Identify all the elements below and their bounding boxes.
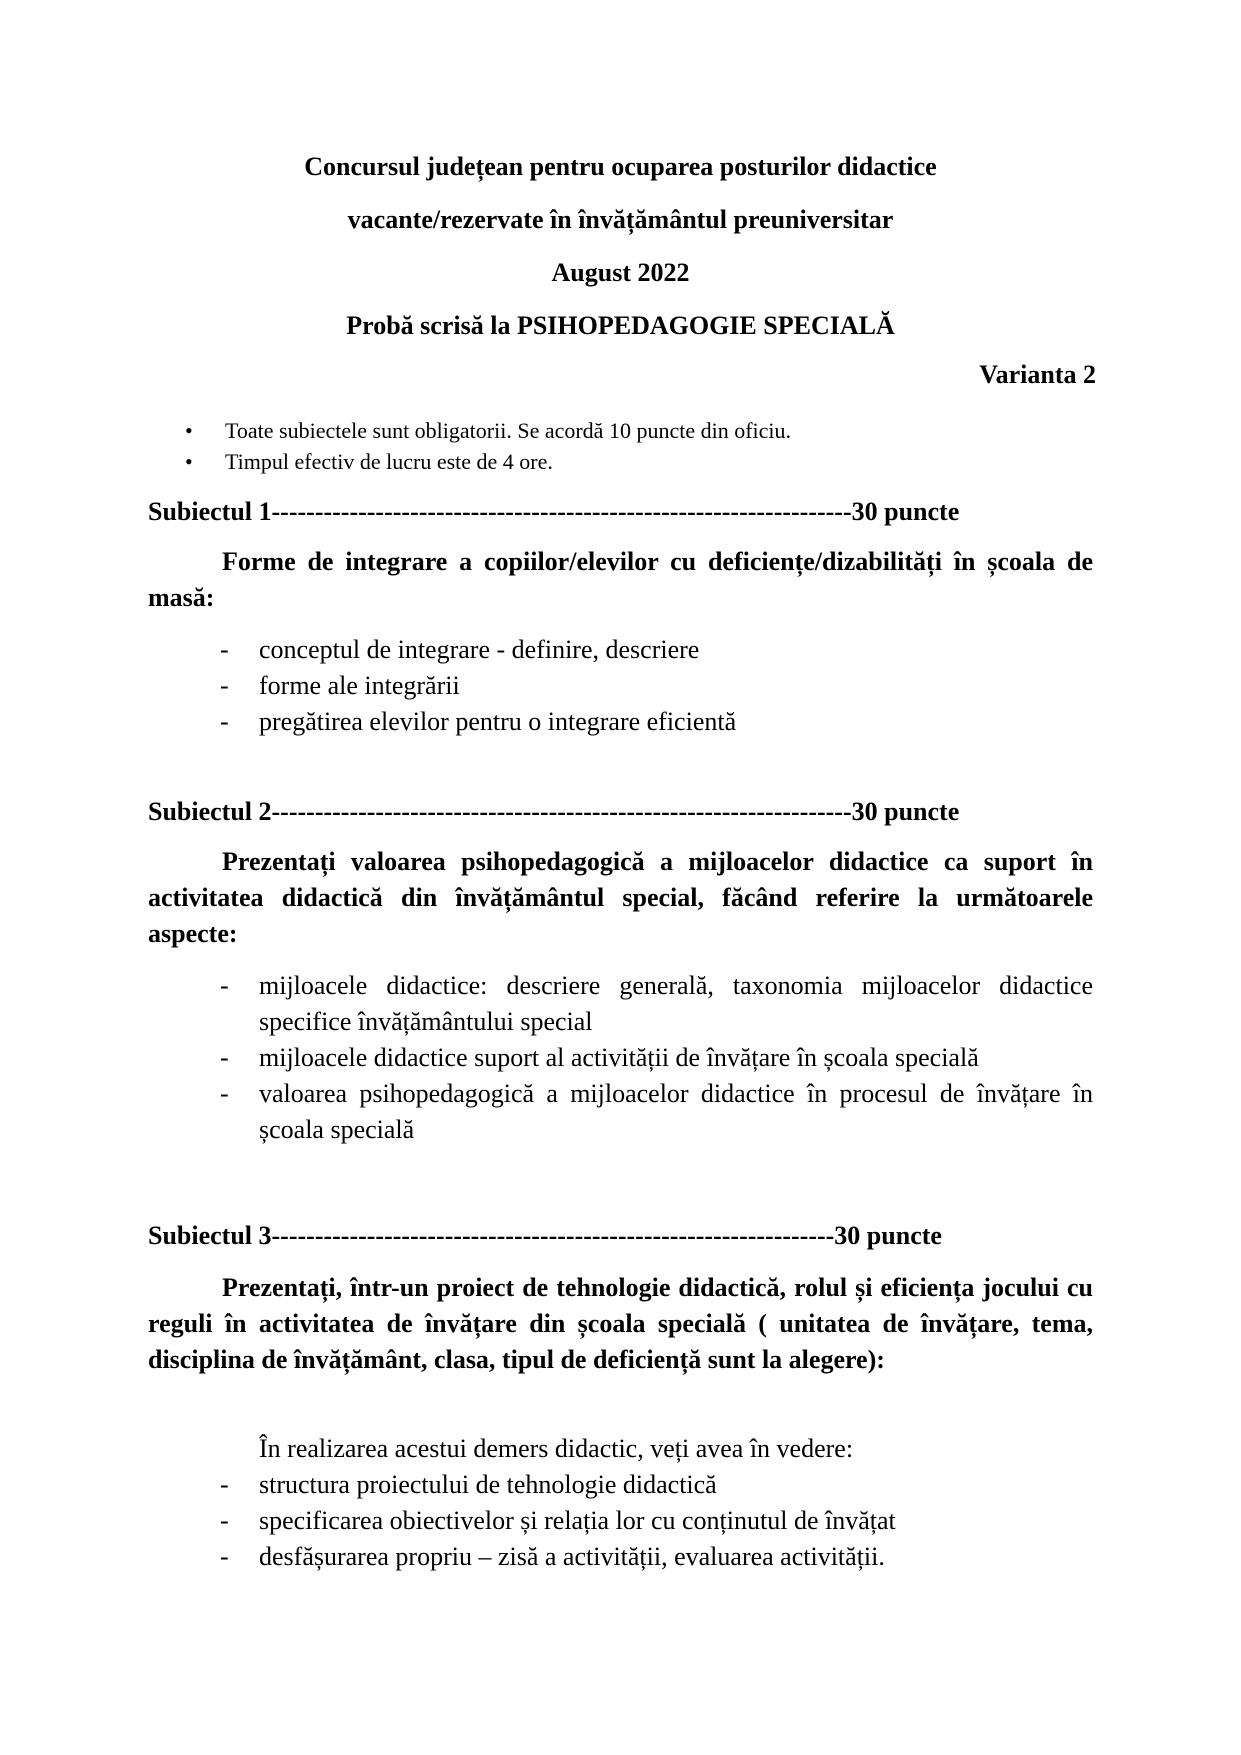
list-item: - conceptul de integrare - definire, descriere [220,632,1093,668]
subject-3-prompt: Prezentați, într-un proiect de tehnologie didactică, rolul și eficiența jocului cu reguli în activitatea de învățare din școala specială ( unitatea de învățare, tema, disciplina de învățământ, clasa, tipul de deficiență sunt la alegere): [148,1273,1093,1374]
list-item: - valoarea psihopedagogică a mijloacelor didactice în procesul de învățare în școala specială [220,1076,1093,1148]
subject-3-heading: Subiectul 3-----------------------------------------------------------------30 puncte [148,1221,942,1250]
subject-2-prompt: Prezentați valoarea psihopedagogică a mijloacelor didactice ca suport în activitatea didactică din învățământul special, făcând referire la următoarele aspecte: [148,847,1093,948]
header-title-line-1: Concursul județean pentru ocuparea posturilor didactice [304,152,937,181]
subject-2-heading: Subiectul 2-------------------------------------------------------------------30 puncte [148,797,960,826]
list-item: - pregătirea elevilor pentru o integrare eficientă [220,704,1093,740]
subject-3-items [220,1467,1093,1575]
variant-label: Varianta 2 [979,360,1096,389]
list-item: - forme ale integrării [220,668,1093,704]
subject-1-prompt: Forme de integrare a copiilor/elevilor cu deficiențe/dizabilități în școala de masă: [148,547,1093,612]
instruction-item: • Timpul efectiv de lucru este de 4 ore. [185,446,791,477]
subject-1-items [220,632,1093,740]
list-item: - desfășurarea propriu – zisă a activității, evaluarea activității. [220,1539,1093,1575]
header-date: August 2022 [551,258,690,287]
subject-2-items [220,968,1093,1148]
subject-1-heading: Subiectul 1-------------------------------------------------------------------30 puncte [148,497,960,526]
list-item: - mijloacele didactice suport al activității de învățare în școala specială [220,1040,1093,1076]
list-item: - mijloacele didactice: descriere generală, taxonomia mijloacelor didactice specifice învățământului special [220,968,1093,1040]
instructions-list [185,415,791,477]
header-title-line-2: vacante/rezervate în învățământul preuniversitar [347,205,894,234]
subject-3-intro: În realizarea acestui demers didactic, veți avea în vedere: [259,1434,854,1463]
header-exam-title: Probă scrisă la PSIHOPEDAGOGIE SPECIALĂ [346,311,895,340]
list-item: - specificarea obiectivelor și relația lor cu conținutul de învățat [220,1503,1093,1539]
list-item: - structura proiectului de tehnologie didactică [220,1467,1093,1503]
instruction-item: • Toate subiectele sunt obligatorii. Se acordă 10 puncte din oficiu. [185,415,791,446]
